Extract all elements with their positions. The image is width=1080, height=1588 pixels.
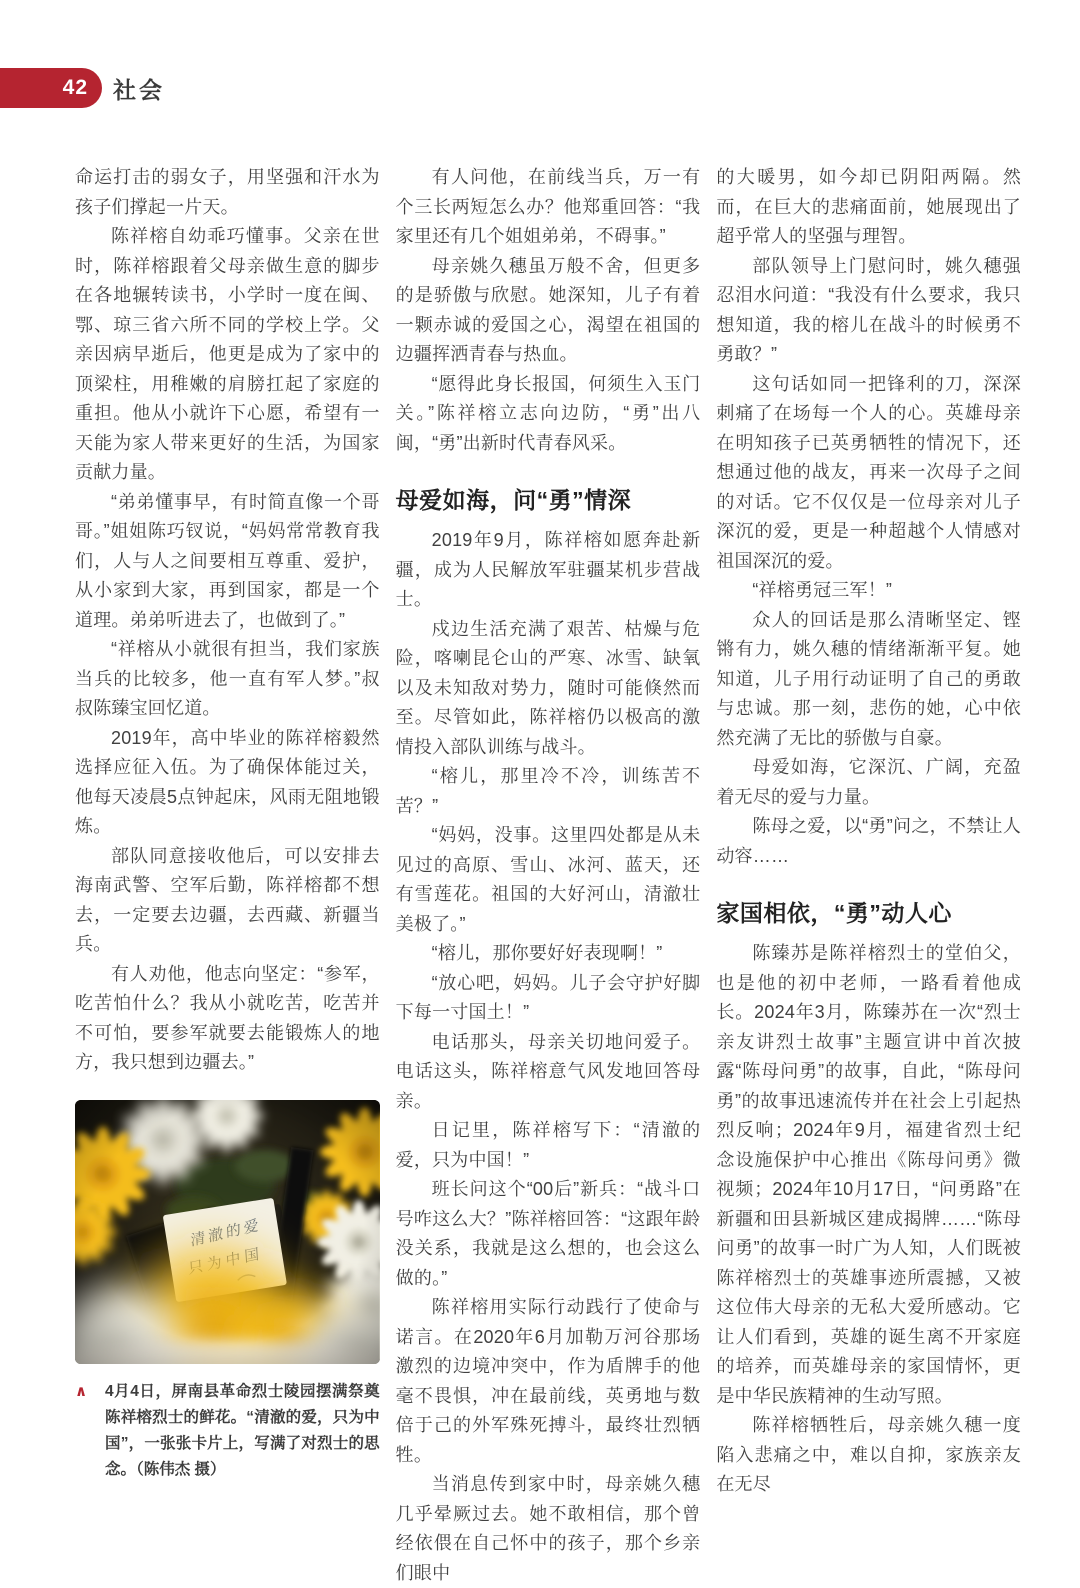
article-paragraph: 班长问这个“00后”新兵：“战斗口号咋这么大？”陈祥榕回答：“这跟年龄没关系，我就是这么想的，也会这么做的。”	[395, 1179, 701, 1288]
memorial-photo-figure	[75, 1100, 380, 1483]
article-paragraph: “弟弟懂事早，有时简直像一个哥哥。”姐姐陈巧钗说，“妈妈常常教育我们，人与人之间要相互尊重、爱护，从小家到大家，再到国家，都是一个道理。弟弟听进去了，也做到了。”	[75, 491, 380, 630]
photo-caption-text: 4月4日，屏南县革命烈士陵园摆满祭奠陈祥榕烈士的鲜花。“清澈的爱，只为中国”，一张张卡片上，写满了对烈士的思念。（陈伟杰 摄）	[105, 1382, 380, 1478]
page-number-tab	[0, 68, 102, 108]
article-paragraph: 陈母之爱，以“勇”问之，不禁让人动容……	[716, 816, 1022, 866]
article-paragraph: 母亲姚久穗虽万般不舍，但更多的是骄傲与欣慰。她深知，儿子有着一颗赤诚的爱国之心，渴望在祖国的边疆挥洒青春与热血。	[395, 255, 701, 364]
photo-caption	[75, 1379, 380, 1483]
memorial-flowers-photo	[75, 1100, 380, 1364]
article-paragraph: 当消息传到家中时，母亲姚久穗几乎晕厥过去。她不敢相信，那个曾经依偎在自己怀中的孩子，那个乡亲们眼中	[395, 1474, 701, 1583]
article-paragraph: 电话那头，母亲关切地问爱子。电话这头，陈祥榕意气风发地回答母亲。	[395, 1031, 701, 1111]
article-paragraph: 众人的回话是那么清晰坚定、铿锵有力，姚久穗的情绪渐渐平复。她知道，儿子用行动证明了自己的勇敢与忠诚。那一刻，悲伤的她，心中依然充满了无比的骄傲与自豪。	[716, 609, 1022, 748]
article-paragraph: 陈祥榕牺牲后，母亲姚久穗一度陷入悲痛之中，难以自抑，家族亲友在无尽	[716, 1415, 1022, 1494]
article-paragraph: “榕儿，那你要好好表现啊！”	[431, 943, 663, 963]
page-number: 42	[62, 76, 88, 99]
article-paragraph: 有人劝他，他志向坚定：“参军，吃苦怕什么？我从小就吃苦，吃苦并不可怕，要参军就要去能锻炼人的地方，我只想到边疆去。”	[75, 963, 380, 1072]
article-paragraph: 陈祥榕用实际行动践行了使命与诺言。在2020年6月加勒万河谷那场激烈的边境冲突中，作为盾牌手的他毫不畏惧，冲在最前线，英勇地与数倍于己的外军殊死搏斗，最终壮烈牺牲。	[395, 1297, 701, 1465]
article-column-3	[716, 163, 1021, 1588]
article-columns	[75, 163, 1021, 1588]
article-paragraph: “愿得此身长报国，何须生入玉门关。”陈祥榕立志向边防，“勇”出八闽，“勇”出新时代青春风采。	[395, 373, 701, 453]
article-paragraph: “妈妈，没事。这里四处都是从未见过的高原、雪山、冰河、蓝天，还有雪莲花。祖国的大好河山，清澈壮美极了。”	[395, 825, 701, 934]
article-paragraph: 这句话如同一把锋利的刀，深深刺痛了在场每一个人的心。英雄母亲在明知孩子已英勇牺牲的情况下，还想通过他的战友，再来一次母子之间的对话。它不仅仅是一位母亲对儿子深沉的爱，更是一种超越个人情感对祖国深沉的爱。	[716, 373, 1022, 571]
article-paragraph: 部队同意接收他后，可以安排去海南武警、空军后勤，陈祥榕都不想去，一定要去边疆，去西藏、新疆当兵。	[75, 845, 380, 954]
article-paragraph: “祥榕勇冠三军！”	[752, 580, 893, 600]
section-heading: 母爱如海，问“勇”情深	[395, 487, 632, 513]
article-paragraph: 有人问他，在前线当兵，万一有个三长两短怎么办？他郑重回答：“我家里还有几个姐姐弟弟，不碍事。”	[395, 167, 701, 246]
article-paragraph: “放心吧，妈妈。儿子会守护好脚下每一寸国土！”	[395, 972, 701, 1022]
article-paragraph: “祥榕从小就很有担当，我们家族当兵的比较多，他一直有军人梦。”叔叔陈臻宝回忆道。	[75, 639, 380, 718]
article-paragraph: 2019年9月，陈祥榕如愿奔赴新疆，成为人民解放军驻疆某机步营战士。	[395, 530, 701, 609]
article-paragraph: 母爱如海，它深沉、广阔，充盈着无尽的爱与力量。	[716, 757, 1022, 807]
section-title: 社会	[113, 77, 165, 103]
caption-caret-icon: ∧	[75, 1382, 88, 1400]
article-paragraph: 戍边生活充满了艰苦、枯燥与危险，喀喇昆仑山的严寒、冰雪、缺氧以及未知敌对势力，随时可能倏然而至。尽管如此，陈祥榕仍以极高的激情投入部队训练与战斗。	[395, 618, 701, 757]
article-paragraph: 日记里，陈祥榕写下：“清澈的爱，只为中国！”	[395, 1120, 701, 1170]
article-paragraph: 陈臻苏是陈祥榕烈士的堂伯父，也是他的初中老师，一路看着他成长。2024年3月，陈臻苏在一次“烈士亲友讲烈士故事”主题宣讲中首次披露“陈母问勇”的故事，自此，“陈母问勇”的故事迅速流传并在社会上引起热烈反响；2024年9月，福建省烈士纪念设施保护中心推出《陈母问勇》微视频；2024年10月17日，“问勇路”在新疆和田县新城区建成揭牌……“陈母问勇”的故事一时广为人知，人们既被陈祥榕烈士的英雄事迹所震撼，又被这位伟大母亲的无私大爱所感动。它让人们看到，英雄的诞生离不开家庭的培养，而英雄母亲的家国情怀，更是中华民族精神的生动写照。	[716, 943, 1022, 1406]
article-paragraph: “榕儿，那里冷不冷，训练苦不苦？”	[395, 766, 701, 816]
section-heading: 家国相依，“勇”动人心	[716, 900, 952, 926]
article-paragraph: 部队领导上门慰问时，姚久穗强忍泪水问道：“我没有什么要求，我只想知道，我的榕儿在战斗的时候勇不勇敢？”	[716, 255, 1022, 364]
article-paragraph: 2019年，高中毕业的陈祥榕毅然选择应征入伍。为了确保体能过关，他每天凌晨5点钟起床，风雨无阻地锻炼。	[75, 727, 380, 836]
article-column-2	[396, 163, 701, 1588]
article-paragraph: 命运打击的弱女子，用坚强和汗水为孩子们撑起一片天。	[75, 167, 380, 217]
article-paragraph: 陈祥榕自幼乖巧懂事。父亲在世时，陈祥榕跟着父母亲做生意的脚步在各地辗转读书，小学时一度在闽、鄂、琼三省六所不同的学校上学。父亲因病早逝后，他更是成为了家中的顶梁柱，用稚嫩的肩膀扛起了家庭的重担。他从小就许下心愿，希望有一天能为家人带来更好的生活，为国家贡献力量。	[75, 226, 380, 482]
article-paragraph: 的大暖男，如今却已阴阳两隔。然而，在巨大的悲痛面前，她展现出了超乎常人的坚强与理智。	[716, 167, 1022, 246]
article-column-1	[75, 163, 380, 1588]
